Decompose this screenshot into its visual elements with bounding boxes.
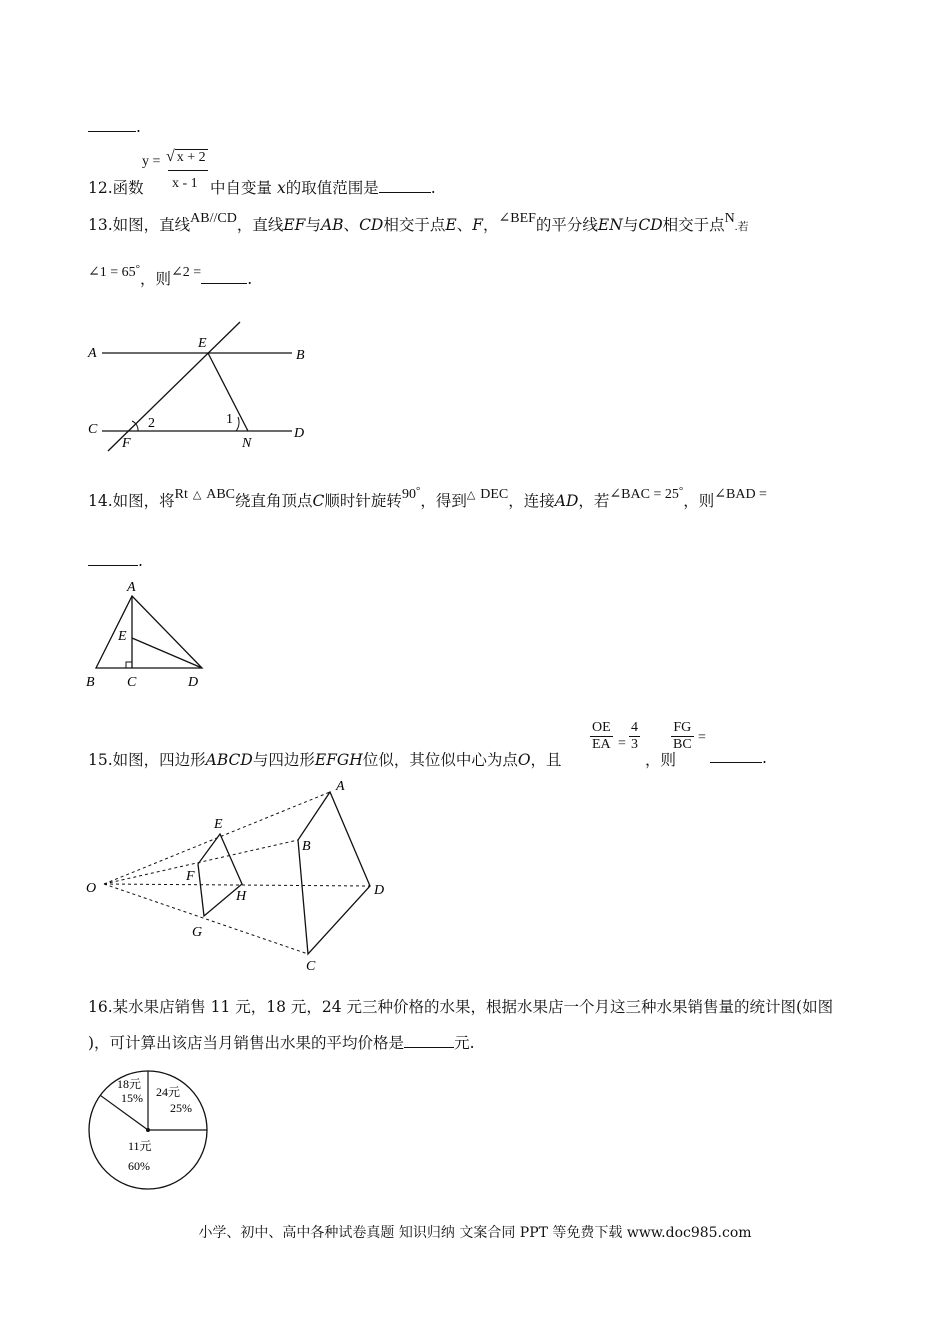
- slice-pct-11: 60%: [128, 1159, 150, 1173]
- answer-blank: [201, 269, 247, 284]
- label-o: O: [86, 881, 97, 896]
- question-13-line2: ∠1 = 65°，则∠2 = .: [88, 263, 253, 288]
- label-d: D: [188, 675, 199, 690]
- answer-blank: [710, 748, 762, 763]
- ray-ob: [104, 840, 298, 884]
- answer-blank: [88, 117, 136, 132]
- answer-blank: [379, 178, 431, 193]
- label-f: F: [186, 869, 195, 884]
- question-15: 15.如图，四边形ABCD与四边形EFGH位似，其位似中心为点O，且 $\frac{OE}{EA}$ = $\frac{4}{3}$ ，则 $\frac{FG}{BC}$ = .: [88, 720, 767, 769]
- q11-tail: .: [88, 116, 141, 138]
- label-a: A: [127, 580, 136, 595]
- slice-label-24: 24元: [156, 1085, 181, 1099]
- slice-label-11: 11元: [128, 1139, 152, 1153]
- label-a: A: [336, 779, 345, 794]
- question-16-line1: 16.某水果店销售 11 元，18 元，24 元三种价格的水果，根据水果店一个月这三种水果销售量的统计图(如图: [88, 998, 834, 1016]
- triangle-abd: [96, 596, 202, 668]
- segment-ed: [132, 638, 202, 668]
- slice-pct-24: 25%: [170, 1101, 192, 1115]
- q12-fraction-bar: [168, 170, 208, 171]
- figure-q13: [80, 315, 330, 455]
- label-e: E: [198, 336, 207, 351]
- label-b: B: [302, 839, 311, 854]
- ray-oc: [104, 884, 308, 954]
- figure-q15: [80, 772, 400, 978]
- slice-pct-18: 15%: [121, 1091, 143, 1105]
- answer-blank: [404, 1033, 454, 1048]
- q12-y-eq: y =: [142, 154, 161, 169]
- answer-blank: [88, 551, 138, 566]
- figure-q14: [80, 576, 220, 692]
- angle-1-arc: [236, 417, 239, 431]
- q12-numerator: √ x + 2: [166, 148, 206, 165]
- pie-center: [146, 1128, 150, 1132]
- pie-chart: [86, 1070, 216, 1196]
- label-c: C: [306, 959, 316, 974]
- label-d: D: [374, 883, 385, 898]
- page-footer: 小学、初中、高中各种试卷真题 知识归纳 文案合同 PPT 等免费下载 www.doc985.com: [198, 1225, 752, 1241]
- quad-abcd: [298, 792, 370, 954]
- question-13-line1: 13.如图，直线AB//CD，直线EF与AB、CD相交于点E、F，∠BEF的平分线EN与CD相交于点N.若: [88, 211, 749, 234]
- question-16-line2: )，可计算出该店当月销售出水果的平均价格是 元.: [88, 1034, 475, 1052]
- right-angle-mark: [126, 662, 132, 668]
- label-d: D: [294, 426, 305, 441]
- label-b: B: [296, 348, 305, 363]
- question-14-answer: .: [88, 550, 143, 572]
- fraction-4-3: $\frac{4}{3}$: [631, 720, 638, 752]
- ray-od: [104, 884, 370, 886]
- label-n: N: [242, 436, 252, 451]
- label-1: 1: [226, 412, 233, 427]
- label-c: C: [88, 422, 98, 437]
- label-2: 2: [148, 416, 155, 431]
- fraction-oe-ea: $\frac{OE}{EA}$: [592, 720, 611, 752]
- slice-label-18: 18元: [117, 1077, 142, 1091]
- fraction-fg-bc: $\frac{FG}{BC}$: [673, 720, 692, 752]
- question-14: 14.如图，将Rt △ ABC绕直角顶点C顺时针旋转90°，得到△ DEC，连接AD，若∠BAC = 25°，则∠BAD =: [88, 485, 767, 510]
- label-g: G: [192, 925, 203, 940]
- label-e: E: [118, 629, 127, 644]
- q12-prefix: 12.函数: [88, 179, 144, 197]
- label-e: E: [214, 817, 223, 832]
- label-b: B: [86, 675, 95, 690]
- label-f: F: [122, 436, 131, 451]
- label-h: H: [236, 889, 247, 904]
- q12-rest: 中自变量 x的取值范围是 .: [210, 179, 436, 197]
- label-c: C: [127, 675, 137, 690]
- label-a: A: [88, 346, 97, 361]
- q12-denominator: x - 1: [172, 176, 198, 191]
